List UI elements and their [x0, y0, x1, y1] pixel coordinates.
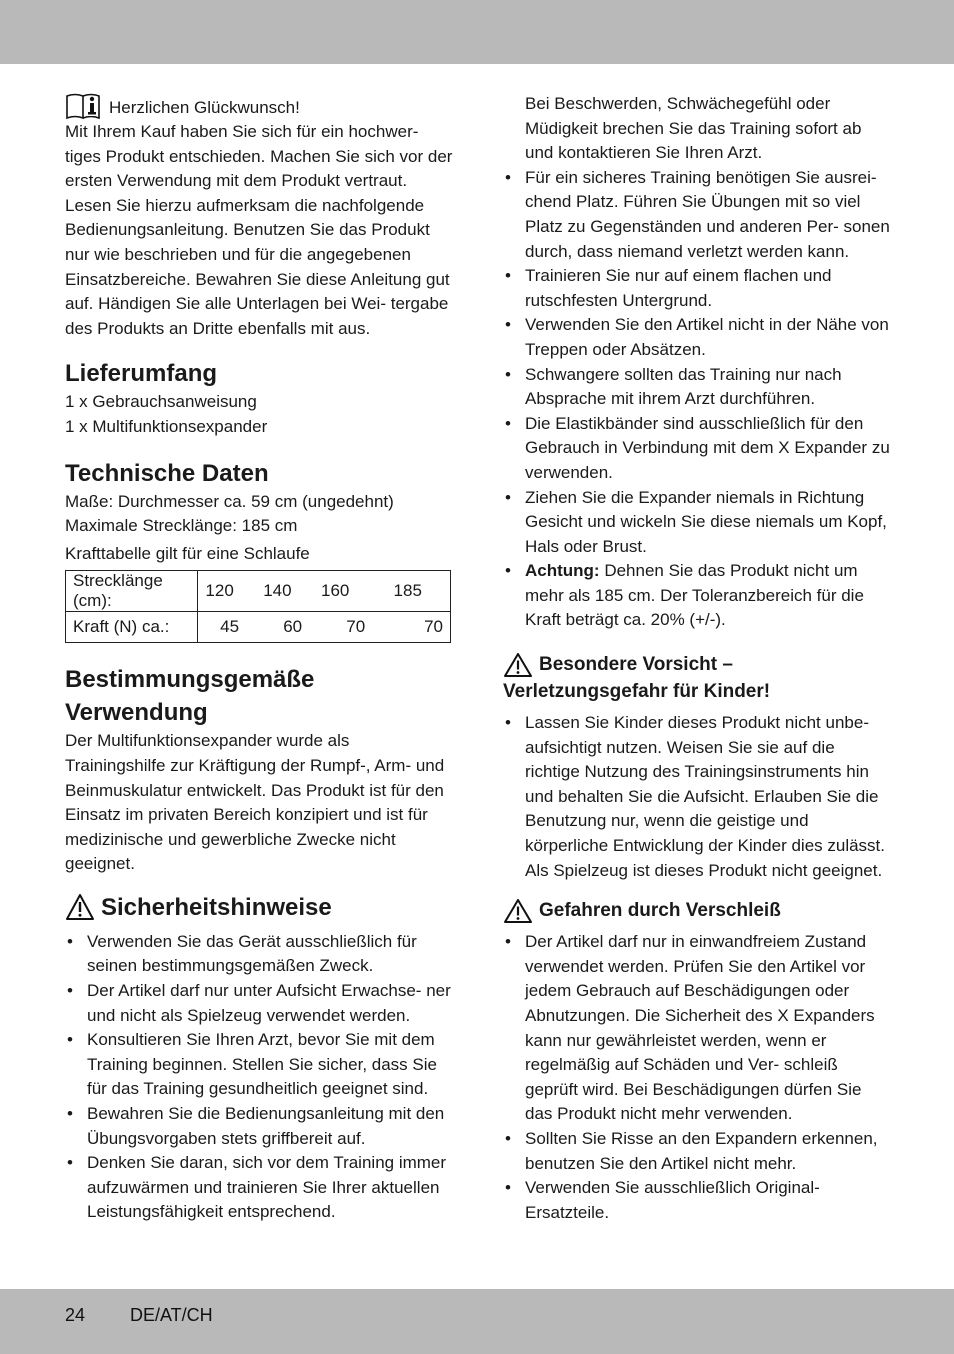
kinder-heading-line2: Verletzungsgefahr für Kinder! — [503, 681, 771, 703]
bestimmung-heading — [65, 663, 453, 729]
lieferumfang-item: 1 x Multifunktionsexpander — [65, 416, 268, 436]
list-item: • Trainieren Sie nur auf einem flachen und rutschfesten Untergrund. — [503, 264, 893, 313]
info-book-icon — [65, 92, 103, 120]
bestimmung-heading-line1: Bestimmungsgemäße — [65, 666, 315, 694]
table-row — [66, 571, 451, 612]
technische-daten-heading: Technische Daten — [65, 459, 269, 487]
sicherheit-heading: Sicherheitshinweise — [101, 893, 332, 921]
intro-title: Herzlichen Glückwunsch! — [109, 98, 300, 117]
right-column — [503, 92, 893, 1225]
kinder-list — [503, 711, 893, 883]
list-item: • Schwangere sollten das Training nur nach Absprache mit ihrem Arzt durchführen. — [503, 363, 893, 412]
list-item: • Für ein sicheres Training benötigen Sie ausrei- chend Platz. Führen Sie Übungen mit so viel Platz zu Gegenständen und anderen Per- sonen durch, dass niemand verletzt werden kann. — [503, 166, 893, 264]
list-item: • Der Artikel darf nur in einwandfreiem Zustand verwendet werden. Prüfen Sie den Artikel vor jedem Gebrauch auf Beschädigungen oder Abnutzungen. Die Sicherheit des X Expanders kann nur gewährleistet werden, wenn er regelmäßig auf Schäden und Ver- schleiß geprüft wird. Bei Beschädigungen dürfen Sie das Produkt nicht mehr verwenden. — [503, 930, 893, 1127]
list-item: • Sollten Sie Risse an den Expandern erkennen, benutzen Sie den Artikel nicht mehr. — [503, 1127, 893, 1176]
sicherheit-heading-row — [65, 891, 453, 924]
kinder-heading-row — [503, 651, 893, 678]
list-item: • Der Artikel darf nur unter Aufsicht Erwachse- ner und nicht als Spielzeug verwendet werden. — [65, 979, 453, 1028]
list-item: • Bewahren Sie die Bedienungsanleitung mit den Übungsvorgaben stets griffbereit auf. — [65, 1102, 453, 1151]
list-item: • Konsultieren Sie Ihren Arzt, bevor Sie mit dem Training beginnen. Stellen Sie sicher, dass Sie für das Training gesundheitlich geeignet sind. — [65, 1028, 453, 1102]
region-label: DE/AT/CH — [130, 1305, 213, 1325]
list-item: • Verwenden Sie den Artikel nicht in der Nähe von Treppen oder Absätzen. — [503, 313, 893, 362]
bestimmung-heading-line2: Verwendung — [65, 699, 208, 727]
list-item: • Verwenden Sie ausschließlich Original- Ersatzteile. — [503, 1176, 893, 1225]
table-cell-label: Kraft (N) ca.: — [66, 612, 198, 643]
list-item: • Die Elastikbänder sind ausschließlich für den Gebrauch in Verbindung mit dem X Expander zu verwenden. — [503, 412, 893, 486]
kinder-heading — [503, 651, 893, 705]
warning-triangle-icon — [503, 652, 533, 678]
warning-triangle-icon — [65, 893, 95, 921]
lieferumfang-item: 1 x Gebrauchsanweisung — [65, 392, 257, 412]
sicherheit-list-continued — [503, 166, 893, 633]
tech-line-dimensions: Maße: Durchmesser ca. 59 cm (ungedehnt) — [65, 491, 394, 511]
intro-body: Mit Ihrem Kauf haben Sie sich für ein hochwer- tiges Produkt entschieden. Machen Sie sich vor der ersten Verwendung mit dem Produkt vertraut. Lesen Sie hierzu aufmerksam die nachfolgende Bedienungsanleitung. Benutzen Sie das Produkt nur wie beschrieben und für die angegebenen Einsatzbereiche. Bewahren Sie diese Anleitung gut auf. Händigen Sie alle Unterlagen bei Wei- tergabe des Produkts an Dritte ebenfalls mit aus. — [65, 122, 453, 338]
achtung-label: Achtung: — [525, 561, 600, 581]
verschleiss-list — [503, 930, 893, 1225]
list-item: • Lassen Sie Kinder dieses Produkt nicht unbe- aufsichtigt nutzen. Weisen Sie sie auf die richtige Nutzung des Trainingsinstruments hin und behalten Sie die Aufsicht. Erlauben Sie die Benutzung nur, wenn die geistige und körperliche Entwicklung der Kinder dies zulässt. Als Spielzeug ist dieses Produkt nicht geeignet. — [503, 711, 893, 883]
table-cell-label: Strecklänge (cm): — [66, 571, 198, 612]
page-number: 24 — [65, 1305, 86, 1325]
list-item: • Ziehen Sie die Expander niemals in Richtung Gesicht und wickeln Sie diese niemals um Kopf, Hals oder Brust. — [503, 486, 893, 560]
table-cell-values: 120 140 160 185 — [198, 571, 451, 612]
table-caption: Krafttabelle gilt für eine Schlaufe — [65, 543, 310, 563]
kinder-heading-line1: Besondere Vorsicht – — [539, 654, 733, 676]
sicherheit-list — [65, 930, 453, 1225]
left-column — [65, 92, 453, 1225]
achtung-text: Dehnen Sie das Produkt nicht um mehr als 185 cm. Der Toleranzbereich für die Kraft beträgt ca. 20% (+/-). — [525, 561, 864, 630]
tech-line-max-length: Maximale Strecklänge: 185 cm — [65, 516, 298, 536]
sicherheit-continuation: Bei Beschwerden, Schwächegefühl oder Müdigkeit brechen Sie das Training sofort ab und kontaktieren Sie Ihren Arzt. — [525, 94, 862, 163]
verschleiss-heading: Gefahren durch Verschleiß — [539, 900, 781, 922]
list-item: • Denken Sie daran, sich vor dem Training immer aufzuwärmen und trainieren Sie Ihrer aktuellen Leistungsfähigkeit entsprechend. — [65, 1151, 453, 1225]
lieferumfang-heading: Lieferumfang — [65, 360, 218, 388]
header-bar — [0, 0, 954, 64]
bestimmung-body: Der Multifunktionsexpander wurde als Trainingshilfe zur Kräftigung der Rumpf-, Arm- und Beinmuskulatur entwickelt. Das Produkt ist für den Einsatz im privaten Bereich konzipiert und ist für medizinische und gewerbliche Zwecke nicht geeignet. — [65, 731, 445, 874]
verschleiss-heading-row — [503, 897, 893, 924]
intro-heading — [65, 92, 453, 120]
table-cell-values: 45 60 70 70 — [198, 612, 451, 643]
table-row — [66, 612, 451, 643]
force-table — [65, 570, 451, 643]
footer-bar — [0, 1289, 954, 1354]
list-item-achtung — [503, 559, 893, 633]
warning-triangle-icon — [503, 898, 533, 924]
list-item: • Verwenden Sie das Gerät ausschließlich für seinen bestimmungsgemäßen Zweck. — [65, 930, 453, 979]
